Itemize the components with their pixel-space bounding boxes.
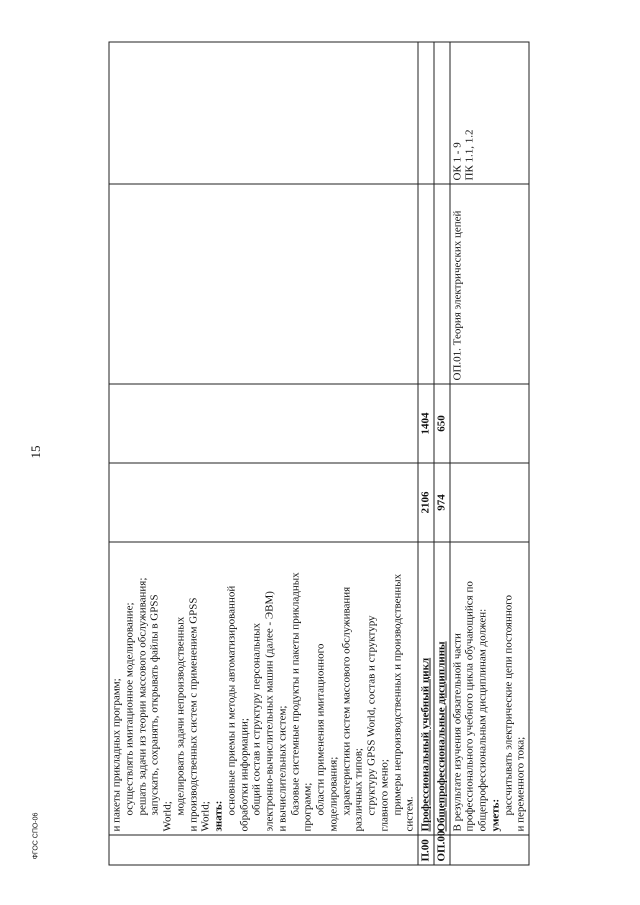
text-line: и производственных систем с применением GPSS bbox=[186, 596, 199, 831]
empty-cell bbox=[418, 184, 434, 384]
footer-code: ФГОС СПО-06 bbox=[32, 812, 40, 860]
text-line: основные приемы и методы автоматизированной bbox=[224, 585, 237, 815]
text-line: области применения имитационного bbox=[314, 643, 326, 815]
row-index: ОП.00 bbox=[433, 835, 449, 865]
text-line: и переменного тока; bbox=[514, 736, 527, 831]
text-line: знать: bbox=[212, 800, 224, 831]
text-line: главного меню; bbox=[377, 758, 390, 831]
text-line: примеры непроизводственных и производственных bbox=[390, 573, 403, 815]
text-line: моделирования; bbox=[326, 756, 339, 831]
row-index: П.00 bbox=[418, 835, 434, 865]
discipline-name: ОП.01. Теория электрических цепей bbox=[450, 210, 463, 380]
text-line: осуществлять имитационное моделирование; bbox=[122, 601, 135, 815]
text-line: и вычислительных систем; bbox=[275, 705, 288, 831]
competence-line: ОК 1 - 9 bbox=[450, 141, 463, 180]
rotated-table-wrapper bbox=[108, 42, 528, 865]
text-line: общепрофессиональным дисциплинам должен: bbox=[476, 608, 488, 831]
page-number: 15 bbox=[28, 445, 43, 459]
row-max-load: 974 bbox=[433, 463, 449, 542]
table-row bbox=[449, 42, 529, 865]
text-line: общий состав и структуру персональных bbox=[250, 622, 263, 815]
empty-cell bbox=[433, 184, 449, 384]
text-line: В результате изучения обязательной части bbox=[450, 632, 463, 831]
row-title: Профессиональный учебный цикл bbox=[418, 542, 434, 835]
text-line: структуру GPSS World, состав и структуру bbox=[365, 614, 377, 815]
mandatory-cell bbox=[109, 384, 418, 463]
empty-cell bbox=[449, 835, 529, 865]
table-row bbox=[109, 42, 418, 865]
text-line: обработки информации; bbox=[237, 717, 250, 831]
empty-cell bbox=[449, 384, 529, 463]
content-cell bbox=[449, 542, 529, 835]
text-line: уметь: bbox=[488, 798, 501, 831]
row-mandatory: 1404 bbox=[418, 384, 434, 463]
text-line: запускать, сохранять, открывать файлы в GPSS bbox=[148, 593, 161, 815]
text-line: различных типов; bbox=[352, 747, 365, 831]
text-line: World; bbox=[199, 800, 212, 831]
page-sheet bbox=[108, 42, 528, 865]
text-line: базовые системные продукты и пакеты прикладных bbox=[288, 571, 301, 815]
text-line: моделировать задачи непроизводственных bbox=[173, 616, 186, 815]
index-cell bbox=[109, 835, 418, 865]
row-title: Общепрофессиональные дисциплины bbox=[433, 542, 449, 835]
competence-cell bbox=[449, 42, 529, 184]
empty-cell bbox=[433, 42, 449, 184]
text-line: и пакеты прикладных программ; bbox=[110, 677, 122, 831]
row-max-load: 2106 bbox=[418, 463, 434, 542]
competence-cell bbox=[109, 42, 418, 184]
text-line: профессионального учебного цикла обучающийся по bbox=[463, 580, 476, 831]
text-line: World; bbox=[161, 800, 173, 831]
text-line: программ; bbox=[301, 782, 314, 831]
text-line: характеристики систем массового обслуживания bbox=[339, 586, 352, 815]
text-line: рассчитывать электрические цепи постоянного bbox=[501, 594, 514, 815]
table-row bbox=[418, 42, 434, 865]
row-mandatory: 650 bbox=[433, 384, 449, 463]
empty-cell bbox=[418, 42, 434, 184]
empty-cell bbox=[449, 463, 529, 542]
text-line: электронно-вычислительных машин (далее - ЭВМ) bbox=[263, 590, 275, 831]
discipline-cell bbox=[109, 184, 418, 384]
content-cell bbox=[109, 542, 418, 835]
text-line: систем. bbox=[403, 795, 416, 831]
competence-line: ПК 1.1, 1.2 bbox=[463, 128, 476, 180]
text-line: решать задачи из теории массового обслуживания; bbox=[135, 577, 148, 815]
max-load-cell bbox=[109, 463, 418, 542]
discipline-cell bbox=[449, 184, 529, 384]
curriculum-table bbox=[108, 41, 529, 865]
table-row bbox=[433, 42, 449, 865]
